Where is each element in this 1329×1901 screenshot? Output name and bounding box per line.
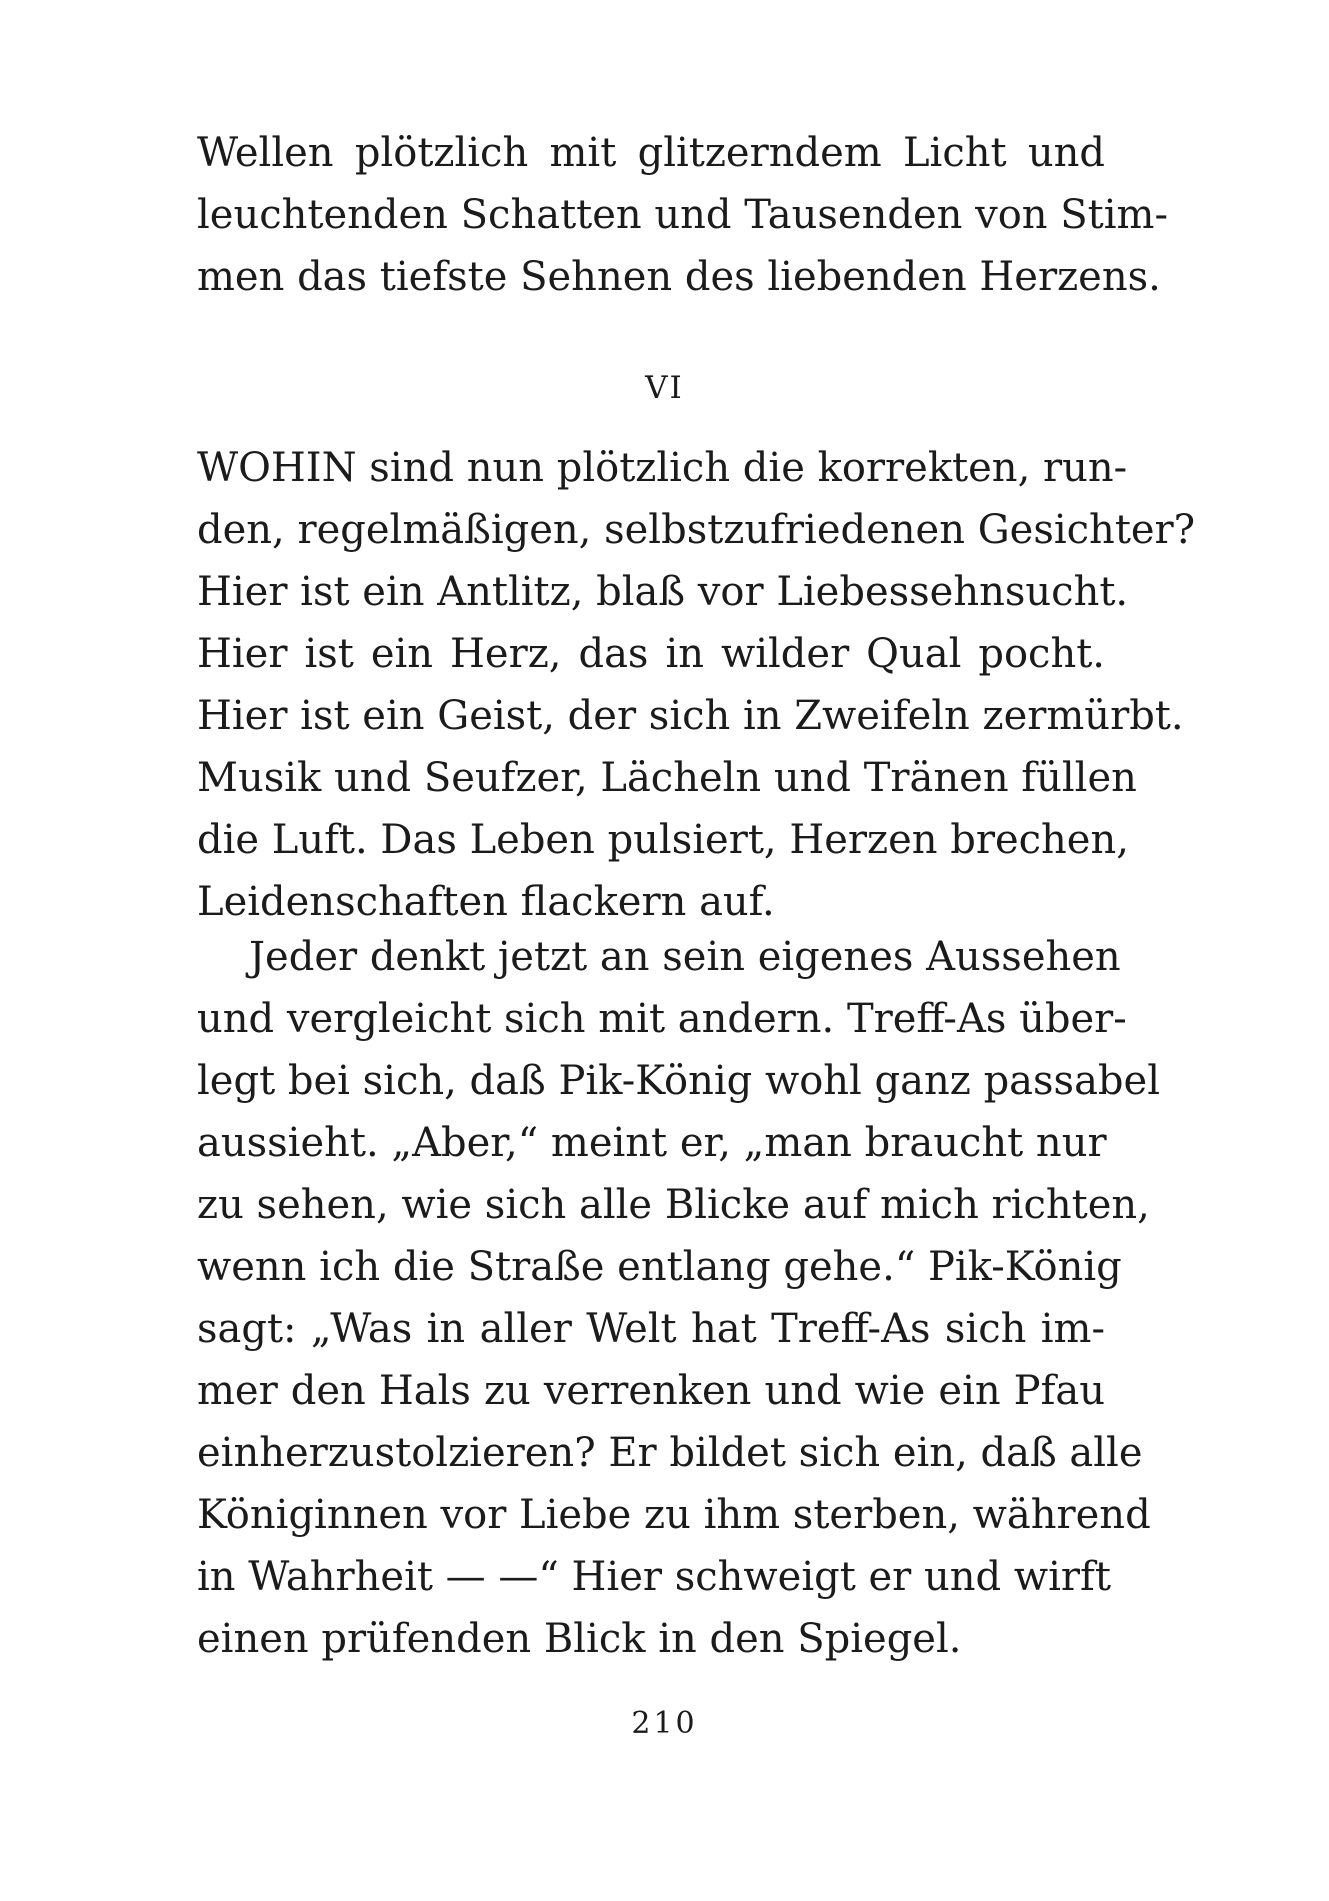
text-line: Hier ist ein Herz, das in wilder Qual pocht. xyxy=(197,631,1105,677)
text-line: aussieht. „Aber,“ meint er, „man braucht nur xyxy=(197,1120,1107,1166)
text-line: wenn ich die Straße entlang gehe.“ Pik-König xyxy=(197,1244,1122,1290)
text-line: sagt: „Was in aller Welt hat Treff-As sich im- xyxy=(197,1306,1105,1352)
text-line: einherzustolzieren? Er bildet sich ein, daß alle xyxy=(197,1430,1143,1476)
paragraph-2 xyxy=(197,926,1160,1670)
text-line: die Luft. Das Leben pulsiert, Herzen brechen, xyxy=(197,817,1129,863)
text-line: Jeder denkt jetzt an sein eigenes Aussehen xyxy=(249,934,1121,980)
text-line: leuchtenden Schatten und Tausenden von Stim- xyxy=(197,192,1168,238)
text-line: Musik und Seufzer, Lächeln und Tränen füllen xyxy=(197,755,1137,801)
text-line: einen prüfenden Blick in den Spiegel. xyxy=(197,1616,962,1662)
text-line: Leidenschaften flackern auf. xyxy=(197,879,775,925)
paragraph-1 xyxy=(197,437,1196,933)
text-line: zu sehen, wie sich alle Blicke auf mich richten, xyxy=(197,1182,1150,1228)
text-line: legt bei sich, daß Pik-König wohl ganz passabel xyxy=(197,1058,1160,1104)
continued-paragraph xyxy=(197,122,1168,308)
text-line: Hier ist ein Antlitz, blaß vor Liebessehnsucht. xyxy=(197,569,1129,615)
text-line: WOHIN sind nun plötzlich die korrekten, run- xyxy=(197,445,1128,491)
section-heading: VI xyxy=(645,370,684,406)
text-line: mer den Hals zu verrenken und wie ein Pfau xyxy=(197,1368,1105,1414)
text-line: Königinnen vor Liebe zu ihm sterben, während xyxy=(197,1492,1151,1538)
text-line: in Wahrheit — —“ Hier schweigt er und wirft xyxy=(197,1554,1111,1600)
text-line: und vergleicht sich mit andern. Treff-As über- xyxy=(197,996,1127,1042)
text-line: men das tiefste Sehnen des liebenden Herzens. xyxy=(197,254,1161,300)
text-line: Wellen plötzlich mit glitzerndem Licht und xyxy=(197,130,1105,176)
text-line: Hier ist ein Geist, der sich in Zweifeln zermürbt. xyxy=(197,693,1184,739)
text-line: den, regelmäßigen, selbstzufriedenen Gesichter? xyxy=(197,507,1196,553)
page-number: 210 xyxy=(631,1706,698,1741)
